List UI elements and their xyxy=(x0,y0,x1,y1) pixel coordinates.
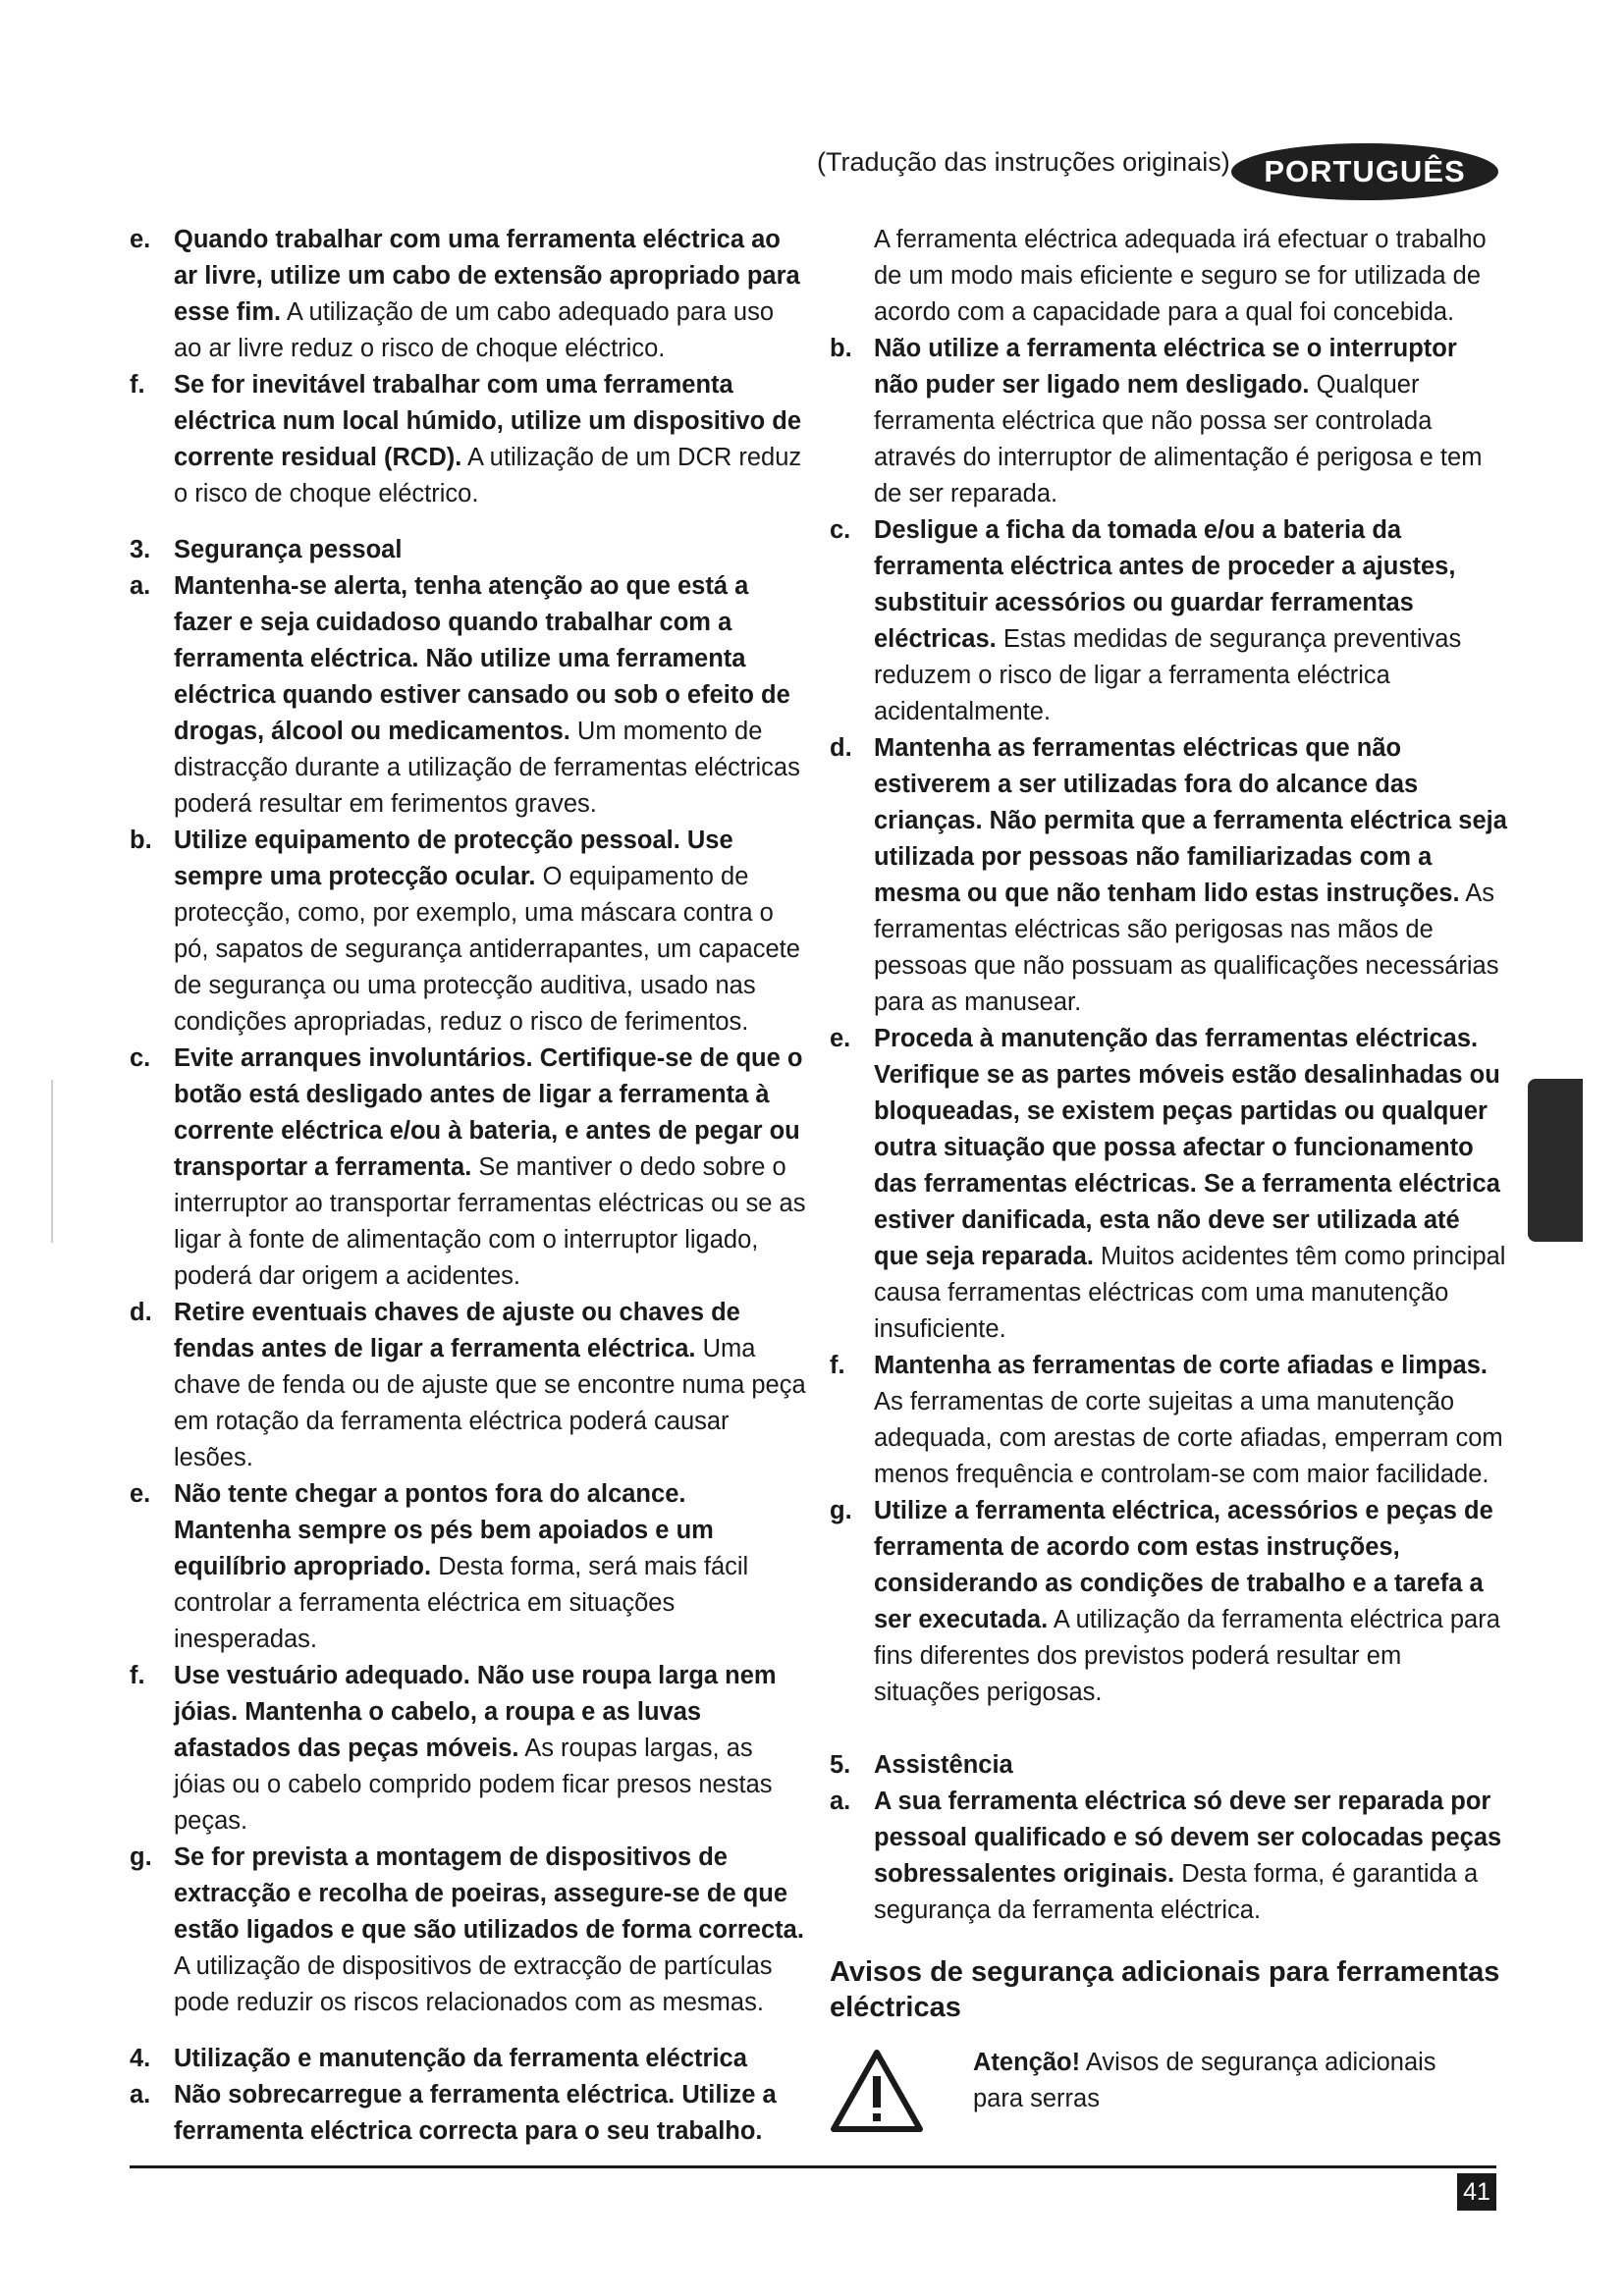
item-bold: A sua ferramenta eléctrica só deve ser reparada por pessoal qualificado e só devem ser colocadas peças sobressalentes originais. xyxy=(874,1788,1502,1888)
item-text: Uma chave de fenda ou de ajuste que se encontre numa peça em rotação da ferramenta eléctrica poderá causar lesões. xyxy=(174,1335,806,1471)
item-bold: Mantenha-se alerta, tenha atenção ao que está a fazer e seja cuidadoso quando trabalhar com a ferramenta eléctrica. Não utilize uma ferramenta eléctrica quando estiver cansado ou sob o efeito de drogas, álcool ou medicamentos. xyxy=(174,572,790,745)
list-item xyxy=(130,222,807,367)
section-title: Utilização e manutenção da ferramenta eléctrica xyxy=(174,2045,747,2072)
item-bold: Use vestuário adequado. Não use roupa larga nem jóias. Mantenha o cabelo, a roupa e as luvas afastados das peças móveis. xyxy=(174,1662,777,1762)
item-bold: Não tente chegar a pontos fora do alcance. Mantenha sempre os pés bem apoiados e um equilíbrio apropriado. xyxy=(174,1480,714,1580)
item-marker: d. xyxy=(830,734,852,762)
page-number: 41 xyxy=(1457,2173,1496,2211)
item-text: Qualquer ferramenta eléctrica que não possa ser controlada através do interruptor de alimentação é perigosa e tem de ser reparada. xyxy=(874,371,1483,507)
warning-message: Avisos de segurança adicionais para serras xyxy=(973,2049,1436,2112)
item-text: As roupas largas, as jóias ou o cabelo comprido podem ficar presos nestas peças. xyxy=(174,1735,773,1835)
list-item xyxy=(130,2077,807,2150)
list-item xyxy=(830,730,1507,1021)
footer-rule xyxy=(130,2165,1496,2168)
item-bold: Quando trabalhar com uma ferramenta eléctrica ao ar livre, utilize um cabo de extensão apropriado para esse fim. xyxy=(174,226,800,326)
item-marker: c. xyxy=(130,1044,151,1072)
translation-note: (Tradução das instruções originais) xyxy=(817,147,1230,177)
section-number: 4. xyxy=(130,2045,151,2072)
list-item xyxy=(130,1295,807,1476)
warning-text xyxy=(973,2045,1484,2117)
item-marker: a. xyxy=(130,572,151,600)
list-item xyxy=(130,367,807,512)
list-item xyxy=(830,1348,1507,1493)
item-marker: f. xyxy=(130,371,145,399)
warning-block xyxy=(830,2045,1507,2143)
list-item xyxy=(830,1021,1507,1348)
section-title: Segurança pessoal xyxy=(174,536,403,563)
item-bold: Se for prevista a montagem de dispositivos de extracção e recolha de poeiras, assegure-se de que estão ligados e que são utilizados de forma correcta. xyxy=(174,1843,804,1944)
item-marker: a. xyxy=(130,2081,151,2109)
item-text: A utilização de um DCR reduz o risco de choque eléctrico. xyxy=(174,444,802,507)
item-marker: e. xyxy=(130,226,151,253)
margin-line xyxy=(51,1080,53,1243)
item-marker: f. xyxy=(830,1352,845,1379)
item-bold: Evite arranques involuntários. Certifique-se de que o botão está desligado antes de ligar a ferramenta à corrente eléctrica e/ou à bateria, e antes de pegar ou transportar a ferramenta. xyxy=(174,1044,803,1181)
section-heading xyxy=(130,2041,807,2077)
warning-label: Atenção! xyxy=(973,2049,1081,2076)
item-text: Um momento de distracção durante a utilização de ferramentas eléctricas poderá resultar em ferimentos graves. xyxy=(174,718,800,818)
list-item xyxy=(830,1784,1507,1929)
list-item xyxy=(130,1658,807,1840)
list-item xyxy=(830,331,1507,512)
list-item xyxy=(130,1476,807,1658)
item-text: Desta forma, é garantida a segurança da ferramenta eléctrica. xyxy=(874,1860,1479,1924)
section-heading xyxy=(130,532,807,568)
item-bold: Proceda à manutenção das ferramentas eléctricas. Verifique se as partes móveis estão desalinhadas ou bloqueadas, se existem peças partidas ou qualquer outra situação que possa afectar o funcionamento das ferramentas eléctricas. Se a ferramenta eléctrica estiver danificada, esta não deve ser utilizada até que seja reparada. xyxy=(874,1025,1500,1270)
item-marker: b. xyxy=(830,335,852,362)
item-bold: Mantenha as ferramentas de corte afiadas e limpas. xyxy=(874,1352,1488,1379)
section-title: Assistência xyxy=(874,1751,1013,1779)
item-marker: g. xyxy=(830,1497,852,1524)
section-tab xyxy=(1528,1079,1583,1242)
warning-triangle-icon xyxy=(830,2049,924,2133)
section-number: 5. xyxy=(830,1751,851,1779)
item-continuation: A ferramenta eléctrica adequada irá efectuar o trabalho de um modo mais eficiente e seguro se for utilizada de acordo com a capacidade para a qual foi concebida. xyxy=(874,226,1487,326)
list-item xyxy=(130,823,807,1041)
right-column xyxy=(830,222,1507,2143)
item-marker: c. xyxy=(830,516,851,544)
item-marker: b. xyxy=(130,827,152,854)
list-item xyxy=(830,1493,1507,1711)
list-item xyxy=(130,1840,807,2021)
item-bold: Utilize equipamento de protecção pessoal. Use sempre uma protecção ocular. xyxy=(174,827,733,890)
item-text: As ferramentas eléctricas são perigosas nas mãos de pessoas que não possuam as qualificações necessárias para as manusear. xyxy=(874,880,1499,1016)
item-marker: e. xyxy=(130,1480,151,1508)
item-text: Desta forma, será mais fácil controlar a ferramenta eléctrica em situações inesperadas. xyxy=(174,1553,749,1653)
item-text: As ferramentas de corte sujeitas a uma manutenção adequada, com arestas de corte afiadas, emperram com menos frequência e controlam-se com maior facilidade. xyxy=(874,1388,1503,1488)
item-text: A utilização de dispositivos de extracção de partículas pode reduzir os riscos relacionados com as mesmas. xyxy=(174,1952,773,2016)
item-text: A utilização de um cabo adequado para uso ao ar livre reduz o risco de choque eléctrico. xyxy=(174,298,775,362)
item-bold: Desligue a ficha da tomada e/ou a bateria da ferramenta eléctrica antes de proceder a ajustes, substituir acessórios ou guardar ferramentas eléctricas. xyxy=(874,516,1456,653)
item-text: O equipamento de protecção, como, por exemplo, uma máscara contra o pó, sapatos de segurança antiderrapantes, um capacete de segurança ou uma protecção auditiva, usado nas condições apropriadas, reduz o risco de ferimentos. xyxy=(174,863,800,1036)
language-badge: PORTUGUÊS xyxy=(1231,143,1498,200)
item-marker: f. xyxy=(130,1662,145,1689)
item-bold: Se for inevitável trabalhar com uma ferramenta eléctrica num local húmido, utilize um dispositivo de corrente residual (RCD). xyxy=(174,371,802,471)
item-bold: Não utilize a ferramenta eléctrica se o interruptor não puder ser ligado nem desligado. xyxy=(874,335,1457,399)
item-text: Estas medidas de segurança preventivas reduzem o risco de ligar a ferramenta eléctrica acidentalmente. xyxy=(874,625,1462,725)
item-bold: Não sobrecarregue a ferramenta eléctrica. Utilize a ferramenta eléctrica correcta para o seu trabalho. xyxy=(174,2081,777,2145)
item-bold: Utilize a ferramenta eléctrica, acessórios e peças de ferramenta de acordo com estas instruções, considerando as condições de trabalho e a tarefa a ser executada. xyxy=(874,1497,1493,1633)
section-heading xyxy=(830,1747,1507,1784)
item-bold: Retire eventuais chaves de ajuste ou chaves de fendas antes de ligar a ferramenta eléctrica. xyxy=(174,1299,740,1362)
subheading: Avisos de segurança adicionais para ferramentas eléctricas xyxy=(830,1956,1500,2023)
item-text: A utilização da ferramenta eléctrica para fins diferentes dos previstos poderá resultar em situações perigosas. xyxy=(874,1606,1500,1706)
item-marker: g. xyxy=(130,1843,152,1871)
item-text: Se mantiver o dedo sobre o interruptor ao transportar ferramentas eléctricas ou se as ligar à fonte de alimentação com o interruptor ligado, poderá dar origem a acidentes. xyxy=(174,1153,806,1290)
section-number: 3. xyxy=(130,536,151,563)
item-marker: a. xyxy=(830,1788,851,1815)
item-marker: e. xyxy=(830,1025,851,1052)
list-item xyxy=(130,568,807,823)
list-item xyxy=(130,1041,807,1295)
item-bold: Mantenha as ferramentas eléctricas que não estiverem a ser utilizadas fora do alcance das crianças. Não permita que a ferramenta eléctrica seja utilizada por pessoas não familiarizadas com a mesma ou que não tenham lido estas instruções. xyxy=(874,734,1507,907)
list-item xyxy=(830,512,1507,730)
item-marker: d. xyxy=(130,1299,152,1326)
left-column xyxy=(130,222,807,2150)
item-text: Muitos acidentes têm como principal causa ferramentas eléctricas com uma manutenção insuficiente. xyxy=(874,1243,1506,1343)
